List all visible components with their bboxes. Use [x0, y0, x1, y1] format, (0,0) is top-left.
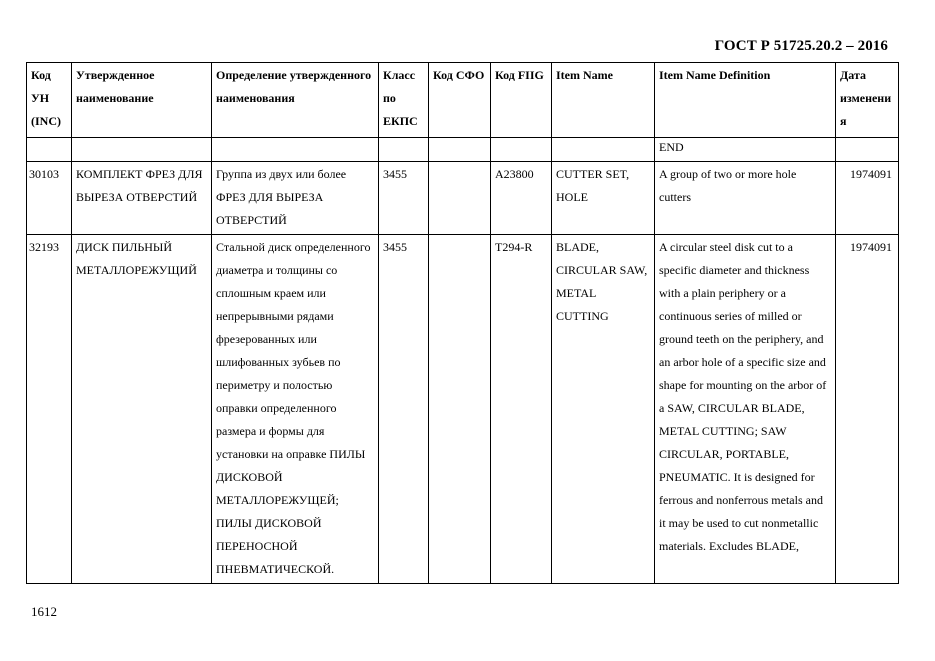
- class-cell: 3455: [379, 162, 429, 235]
- date-cell: 1974091: [836, 235, 899, 584]
- table-cell: [379, 138, 429, 162]
- column-header-date: Дата изменения: [836, 63, 899, 138]
- table-cell: [72, 138, 212, 162]
- definition-tail-cell: END: [655, 138, 836, 162]
- table-cell: [836, 138, 899, 162]
- approved-name-cell: ДИСК ПИЛЬНЫЙ МЕТАЛЛОРЕЖУЩИЙ: [72, 235, 212, 584]
- table-row: [27, 162, 899, 235]
- document-title: ГОСТ Р 51725.20.2 – 2016: [714, 38, 888, 54]
- definition-cell: Группа из двух или более ФРЕЗ ДЛЯ ВЫРЕЗА ОТВЕРСТИЙ: [212, 162, 379, 235]
- definition-cell: Стальной диск определенного диаметра и толщины со сплошным краем или непрерывными рядами фрезерованных или шлифованных зубьев по периметру и полостью оправки определенного размера и формы для установки на оправке ПИЛЫ ДИСКОВОЙ МЕТАЛЛОРЕЖУЩЕЙ; ПИЛЫ ДИСКОВОЙ ПЕРЕНОСНОЙ ПНЕВМАТИЧЕСКОЙ.: [212, 235, 379, 584]
- fiig-cell: T294-R: [491, 235, 552, 584]
- table-row: [27, 235, 899, 584]
- column-header-item-name-definition: Item Name Definition: [655, 63, 836, 138]
- item-name-cell: BLADE, CIRCULAR SAW, METAL CUTTING: [552, 235, 655, 584]
- table-cell: [429, 138, 491, 162]
- table-cell: [27, 138, 72, 162]
- table-cell: [491, 138, 552, 162]
- column-header-class: Класс по ЕКПС: [379, 63, 429, 138]
- table-cell: [552, 138, 655, 162]
- nomenclature-table: [26, 62, 899, 584]
- approved-name-cell: КОМПЛЕКТ ФРЕЗ ДЛЯ ВЫРЕЗА ОТВЕРСТИЙ: [72, 162, 212, 235]
- table-header-row: [27, 63, 899, 138]
- column-header-sfo: Код СФО: [429, 63, 491, 138]
- table-cell: [212, 138, 379, 162]
- fiig-cell: A23800: [491, 162, 552, 235]
- sfo-cell: [429, 235, 491, 584]
- item-name-definition-cell: A group of two or more hole cutters: [655, 162, 836, 235]
- column-header-item-name: Item Name: [552, 63, 655, 138]
- page-number: 1612: [31, 604, 57, 619]
- inc-cell: 30103: [27, 162, 72, 235]
- class-cell: 3455: [379, 235, 429, 584]
- inc-cell: 32193: [27, 235, 72, 584]
- date-cell: 1974091: [836, 162, 899, 235]
- sfo-cell: [429, 162, 491, 235]
- item-name-cell: CUTTER SET, HOLE: [552, 162, 655, 235]
- column-header-inc: Код УН (INC): [27, 63, 72, 138]
- column-header-fiig: Код FIIG: [491, 63, 552, 138]
- column-header-approved-name: Утвержденное наименование: [72, 63, 212, 138]
- item-name-definition-cell: A circular steel disk cut to a specific diameter and thickness with a plain periphery or a continuous series of milled or ground teeth on the periphery, and an arbor hole of a specific size and shape for mounting on the arbor of a SAW, CIRCULAR BLADE, METAL CUTTING; SAW CIRCULAR, PORTABLE, PNEUMATIC. It is designed for ferrous and nonferrous metals and it may be used to cut nonmetallic materials. Excludes BLADE,: [655, 235, 836, 584]
- continuation-row: [27, 138, 899, 162]
- column-header-definition: Определение утвержденного наименования: [212, 63, 379, 138]
